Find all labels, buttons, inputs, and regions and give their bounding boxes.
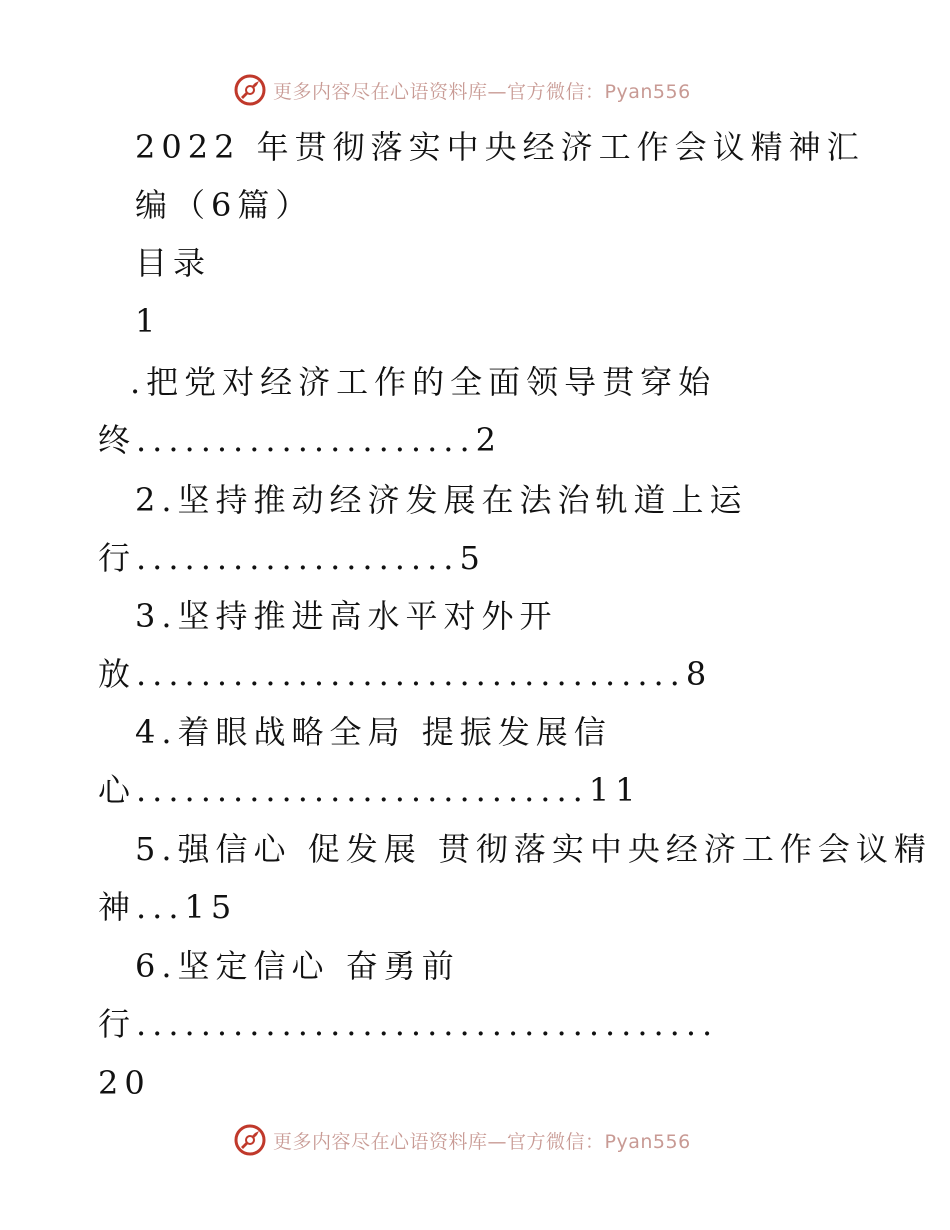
document-title-line-1: 2022 年贯彻落实中央经济工作会议精神汇 <box>135 128 865 166</box>
toc-item-6-page[interactable]: 20 <box>98 1064 151 1102</box>
toc-item-4-leader[interactable]: 心............................11 <box>98 771 642 809</box>
toc-item-6-title[interactable]: 6.坚定信心 奋勇前 <box>135 947 460 985</box>
toc-heading: 目录 <box>135 244 212 282</box>
toc-item-2-leader[interactable]: 行....................5 <box>98 539 486 577</box>
toc-item-1-leader[interactable]: 终.....................2 <box>98 421 502 459</box>
header-banner <box>233 70 713 110</box>
quill-circle-icon <box>233 1123 267 1157</box>
quill-circle-icon <box>233 73 267 107</box>
footer-banner <box>233 1120 713 1160</box>
toc-item-4-title[interactable]: 4.着眼战略全局 提振发展信 <box>135 713 612 751</box>
toc-item-6-leader[interactable]: 行.................................... <box>98 1005 719 1043</box>
toc-item-3-title[interactable]: 3.坚持推进高水平对外开 <box>135 597 558 635</box>
toc-item-2-title[interactable]: 2.坚持推动经济发展在法治轨道上运 <box>135 481 748 519</box>
banner-text: 更多内容尽在心语资料库—官方微信：Pyan556 <box>273 1130 691 1153</box>
document-title-line-2: 编（6篇） <box>135 186 314 224</box>
toc-item-3-leader[interactable]: 放..................................8 <box>98 655 713 693</box>
toc-item-5-leader[interactable]: 神...15 <box>98 888 238 926</box>
toc-item-1-number: 1 <box>135 302 162 340</box>
toc-item-5-title[interactable]: 5.强信心 促发展 贯彻落实中央经济工作会议精 <box>135 830 932 868</box>
banner-text: 更多内容尽在心语资料库—官方微信：Pyan556 <box>273 80 691 103</box>
toc-item-1-title[interactable]: .把党对经济工作的全面领导贯穿始 <box>130 363 717 401</box>
